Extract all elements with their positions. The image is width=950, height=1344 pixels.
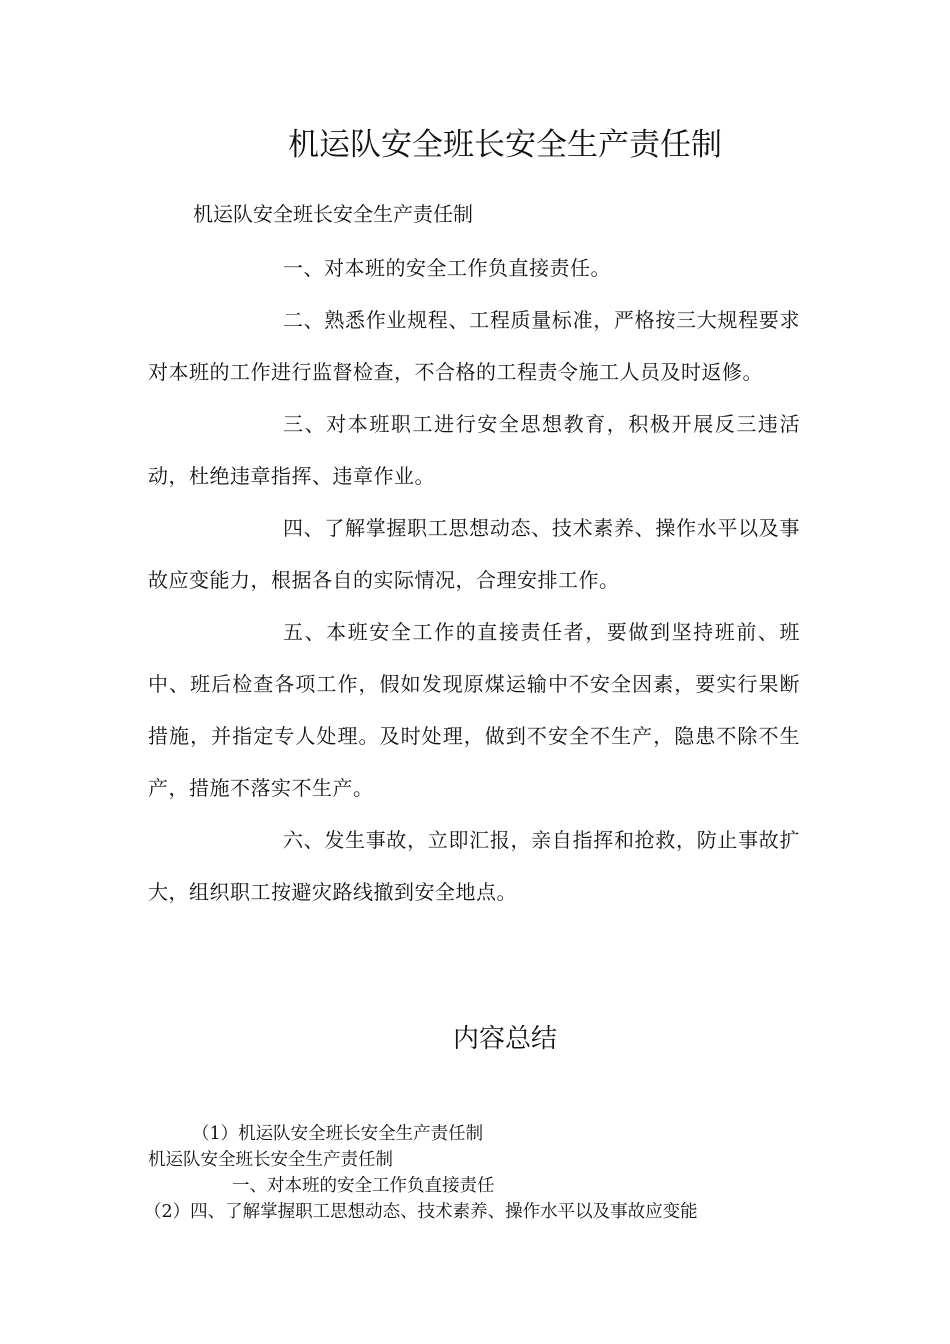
document-body xyxy=(148,242,800,918)
paragraph-3: 三、对本班职工进行安全思想教育，积极开展反三违活动，杜绝违章指挥、违章作业。 xyxy=(148,412,800,488)
paragraph-2: 二、熟悉作业规程、工程质量标准，严格按三大规程要求对本班的工作进行监督检查，不合格的工程责令施工人员及时返修。 xyxy=(148,308,800,384)
paragraph-5: 五、本班安全工作的直接责任者，要做到坚持班前、班中、班后检查各项工作，假如发现原煤运输中不安全因素，要实行果断措施，并指定专人处理。及时处理，做到不安全不生产，隐患不除不生产，措施不落实不生产。 xyxy=(148,620,800,800)
summary-heading: 内容总结 xyxy=(452,1024,557,1054)
paragraph-4: 四、了解掌握职工思想动态、技术素养、操作水平以及事故应变能力，根据各自的实际情况，合理安排工作。 xyxy=(148,516,800,592)
summary-line-2: 机运队安全班长安全生产责任制 xyxy=(148,1150,393,1170)
summary-line-3: 一、对本班的安全工作负直接责任 xyxy=(232,1176,495,1196)
summary-line-1: （1）机运队安全班长安全生产责任制 xyxy=(192,1124,484,1144)
paragraph-1: 一、对本班的安全工作负直接责任。 xyxy=(283,256,611,280)
summary-line-4: （2）四、了解掌握职工思想动态、技术素养、操作水平以及事故应变能 xyxy=(144,1202,698,1222)
document-subtitle: 机运队安全班长安全生产责任制 xyxy=(193,202,473,226)
summary-section xyxy=(144,1121,818,1225)
document-title: 机运队安全班长安全生产责任制 xyxy=(288,127,722,163)
paragraph-6: 六、发生事故，立即汇报，亲自指挥和抢救，防止事故扩大，组织职工按避灾路线撤到安全地点。 xyxy=(148,828,800,904)
